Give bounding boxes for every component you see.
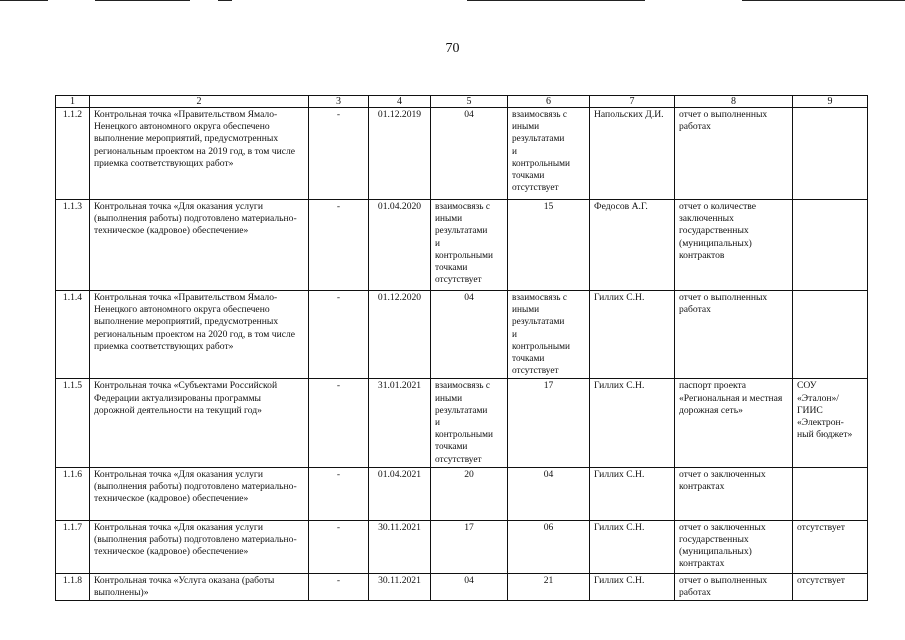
row-col3: - — [309, 108, 369, 200]
row-id: 1.1.7 — [56, 520, 90, 573]
row-col3: - — [309, 291, 369, 379]
row-col3: - — [309, 379, 369, 467]
table-row — [56, 573, 868, 600]
header-col-1: 1 — [56, 96, 90, 108]
row-col3: - — [309, 467, 369, 520]
row-col6: 04 — [508, 467, 590, 520]
top-scan-line-left — [0, 0, 48, 1]
row-document: отчет о количестве заключенных государственных (муниципальных) контрактов — [675, 200, 793, 291]
row-col5: 04 — [431, 573, 508, 600]
row-person: Гиллих С.Н. — [590, 291, 675, 379]
row-name: Контрольная точка «Правительством Ямало-Ненецкого автономного округа обеспечено выполнение мероприятий, предусмотренных региональным проектом на 2019 год, в том числе приемка соответствующих работ» — [90, 108, 309, 200]
row-id: 1.1.8 — [56, 573, 90, 600]
row-person: Федосов А.Г. — [590, 200, 675, 291]
row-name: Контрольная точка «Правительством Ямало-Ненецкого автономного округа обеспечено выполнение мероприятий, предусмотренных региональным проектом на 2020 год, в том числе приемка соответствующих работ» — [90, 291, 309, 379]
row-name: Контрольная точка «Для оказания услуги (выполнения работы) подготовлено материально-техническое (кадровое) обеспечение» — [90, 467, 309, 520]
row-person: Напольских Д.И. — [590, 108, 675, 200]
row-person: Гиллих С.Н. — [590, 379, 675, 467]
row-date: 31.01.2021 — [369, 379, 431, 467]
control-points-table — [55, 95, 868, 601]
row-name: Контрольная точка «Для оказания услуги (выполнения работы) подготовлено материально-техническое (кадровое) обеспечение» — [90, 200, 309, 291]
header-col-3: 3 — [309, 96, 369, 108]
row-col5: 04 — [431, 108, 508, 200]
top-scan-line-far-right — [742, 0, 905, 1]
row-date: 01.04.2021 — [369, 467, 431, 520]
row-col5: 17 — [431, 520, 508, 573]
row-col5: 20 — [431, 467, 508, 520]
row-document: отчет о выполненных работах — [675, 573, 793, 600]
row-col3: - — [309, 573, 369, 600]
row-col9: отсутствует — [793, 520, 868, 573]
row-id: 1.1.4 — [56, 291, 90, 379]
row-date: 30.11.2021 — [369, 520, 431, 573]
row-col5: взаимосвязь с иными результатами и контрольными точками отсутствует — [431, 200, 508, 291]
row-col9 — [793, 200, 868, 291]
table-row — [56, 200, 868, 291]
table-row — [56, 379, 868, 467]
header-col-6: 6 — [508, 96, 590, 108]
row-date: 30.11.2021 — [369, 573, 431, 600]
table-row — [56, 291, 868, 379]
row-col9 — [793, 467, 868, 520]
table-row — [56, 520, 868, 573]
row-col6: 06 — [508, 520, 590, 573]
row-col9: СОУ «Эталон»/ ГИИС «Электрон- ный бюджет» — [793, 379, 868, 467]
top-scan-line-right — [467, 0, 645, 1]
row-col6: взаимосвязь с иными результатами и контрольными точками отсутствует — [508, 291, 590, 379]
row-document: отчет о выполненных работах — [675, 108, 793, 200]
row-document: отчет о выполненных работах — [675, 291, 793, 379]
row-col9 — [793, 108, 868, 200]
row-col9: отсутствует — [793, 573, 868, 600]
row-date: 01.04.2020 — [369, 200, 431, 291]
row-col3: - — [309, 520, 369, 573]
header-col-2: 2 — [90, 96, 309, 108]
header-row — [56, 96, 868, 108]
page-number: 70 — [445, 41, 460, 56]
table-row — [56, 108, 868, 200]
row-col5: взаимосвязь с иными результатами и контрольными точками отсутствует — [431, 379, 508, 467]
row-id: 1.1.6 — [56, 467, 90, 520]
header-col-4: 4 — [369, 96, 431, 108]
row-date: 01.12.2020 — [369, 291, 431, 379]
top-scan-line-mid — [95, 0, 190, 1]
row-id: 1.1.2 — [56, 108, 90, 200]
row-col6: 17 — [508, 379, 590, 467]
row-col6: взаимосвязь с иными результатами и контрольными точками отсутствует — [508, 108, 590, 200]
row-col5: 04 — [431, 291, 508, 379]
header-col-9: 9 — [793, 96, 868, 108]
row-col3: - — [309, 200, 369, 291]
row-col6: 15 — [508, 200, 590, 291]
row-document: паспорт проекта «Региональная и местная дорожная сеть» — [675, 379, 793, 467]
row-date: 01.12.2019 — [369, 108, 431, 200]
row-document: отчет о заключенных контрактах — [675, 467, 793, 520]
row-col6: 21 — [508, 573, 590, 600]
row-id: 1.1.3 — [56, 200, 90, 291]
header-col-5: 5 — [431, 96, 508, 108]
row-col9 — [793, 291, 868, 379]
row-name: Контрольная точка «Услуга оказана (работы выполнены)» — [90, 573, 309, 600]
table-row — [56, 467, 868, 520]
row-person: Гиллих С.Н. — [590, 520, 675, 573]
row-name: Контрольная точка «Для оказания услуги (выполнения работы) подготовлено материально-техническое (кадровое) обеспечение» — [90, 520, 309, 573]
row-person: Гиллих С.Н. — [590, 467, 675, 520]
row-id: 1.1.5 — [56, 379, 90, 467]
row-document: отчет о заключенных государственных (муниципальных) контрактах — [675, 520, 793, 573]
header-col-7: 7 — [590, 96, 675, 108]
header-col-8: 8 — [675, 96, 793, 108]
row-name: Контрольная точка «Субъектами Российской Федерации актуализированы программы дорожной деятельности на текущий год» — [90, 379, 309, 467]
row-person: Гиллих С.Н. — [590, 573, 675, 600]
top-scan-line-mid2 — [218, 0, 232, 1]
